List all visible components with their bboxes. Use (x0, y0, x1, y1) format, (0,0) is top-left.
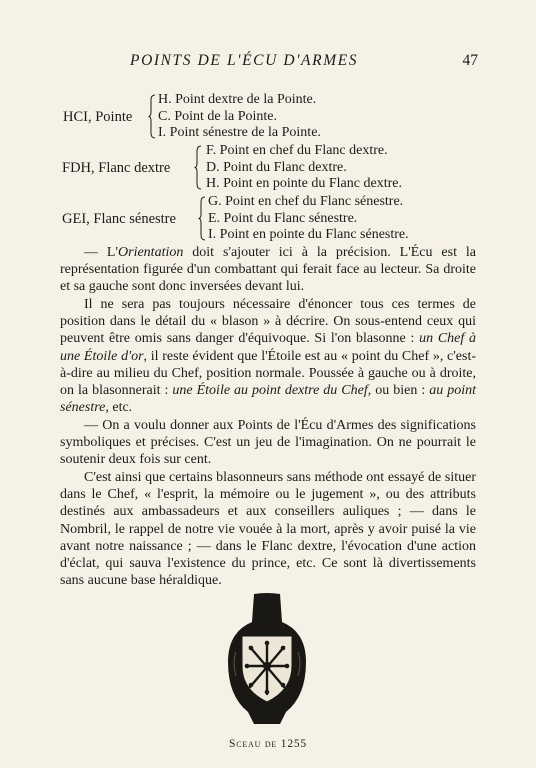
point-group-flanc-senestre (60, 194, 480, 245)
paragraph-blasonneurs: C'est ainsi que certains blasonneurs sans méthode ont essayé de situer dans le Chef, « l'esprit, la mémoire ou le jugement », ou des attributs destinés aux ambassadeurs et aux conseillers auliques ; — dans le Nombril, le rappel de notre vie vouée à la mort, après y avoir puisé la vie avant notre naissance ; — dans le Flanc dextre, l'évocation d'une action d'éclat, qui sauva l'existence du prince, etc. Ce sont là divertissements sans aucune base héraldique. (60, 470, 476, 588)
point-line: G. Point en chef du Flanc sénestre. (208, 194, 404, 209)
running-head (60, 52, 478, 72)
point-line: I. Point sénestre de la Pointe. (158, 125, 321, 140)
point-line: F. Point en chef du Flanc dextre. (206, 143, 388, 158)
group-label: GEI, Flanc sénestre (62, 211, 176, 227)
body-text (60, 244, 476, 589)
points-list (60, 92, 480, 245)
point-line: I. Point en pointe du Flanc sénestre. (208, 227, 409, 242)
point-line: H. Point en pointe du Flanc dextre. (206, 176, 402, 191)
point-group-flanc-dextre (60, 143, 480, 194)
brace-icon (198, 196, 206, 241)
page-title: POINTS DE L'ÉCU D'ARMES (130, 52, 359, 69)
page-number: 47 (462, 52, 478, 69)
group-lines (158, 92, 321, 142)
paragraph-orientation: — L'Orientation doit s'ajouter ici à la précision. L'Écu est la représentation figurée d'un combattant qui ferait face au lecteur. Sa droite et sa gauche sont donc inversées devant lui. (60, 245, 476, 295)
brace-icon (194, 145, 202, 190)
group-lines (208, 194, 409, 244)
seal-1255-icon (226, 592, 308, 726)
brace-icon (148, 94, 156, 139)
point-line: E. Point du Flanc sénestre. (208, 210, 358, 226)
figure-caption: Sceau de 1255 (229, 738, 307, 750)
point-group-pointe (60, 92, 480, 143)
paragraph-blason: Il ne sera pas toujours nécessaire d'énoncer tous ces termes de position dans le détail du « blason » à décrire. On sous-entend ceux qui peuvent être omis sans danger d'équivoque. Si l'on blasonne : un Chef à une Étoile d'or, il reste évident que l'Étoile est au « point du Chef », c'est-à-dire au milieu du Chef, position normale. Poussée à gauche ou à droite, on la blasonnerait : une Étoile au point dextre du Chef, ou bien : au point sénestre, etc. (60, 297, 477, 415)
paragraph-significations: — On a voulu donner aux Points de l'Écu d'Armes des significations symboliques et précises. C'est un jeu de l'imagination. On ne pourrait le soutenir deux fois sur cent. (60, 417, 476, 468)
group-label: HCI, Pointe (63, 109, 133, 125)
group-label: FDH, Flanc dextre (62, 160, 171, 176)
point-line: H. Point dextre de la Pointe. (158, 92, 317, 107)
point-line: D. Point du Flanc dextre. (206, 159, 347, 175)
group-lines (206, 143, 402, 193)
point-line: C. Point de la Pointe. (158, 108, 277, 124)
